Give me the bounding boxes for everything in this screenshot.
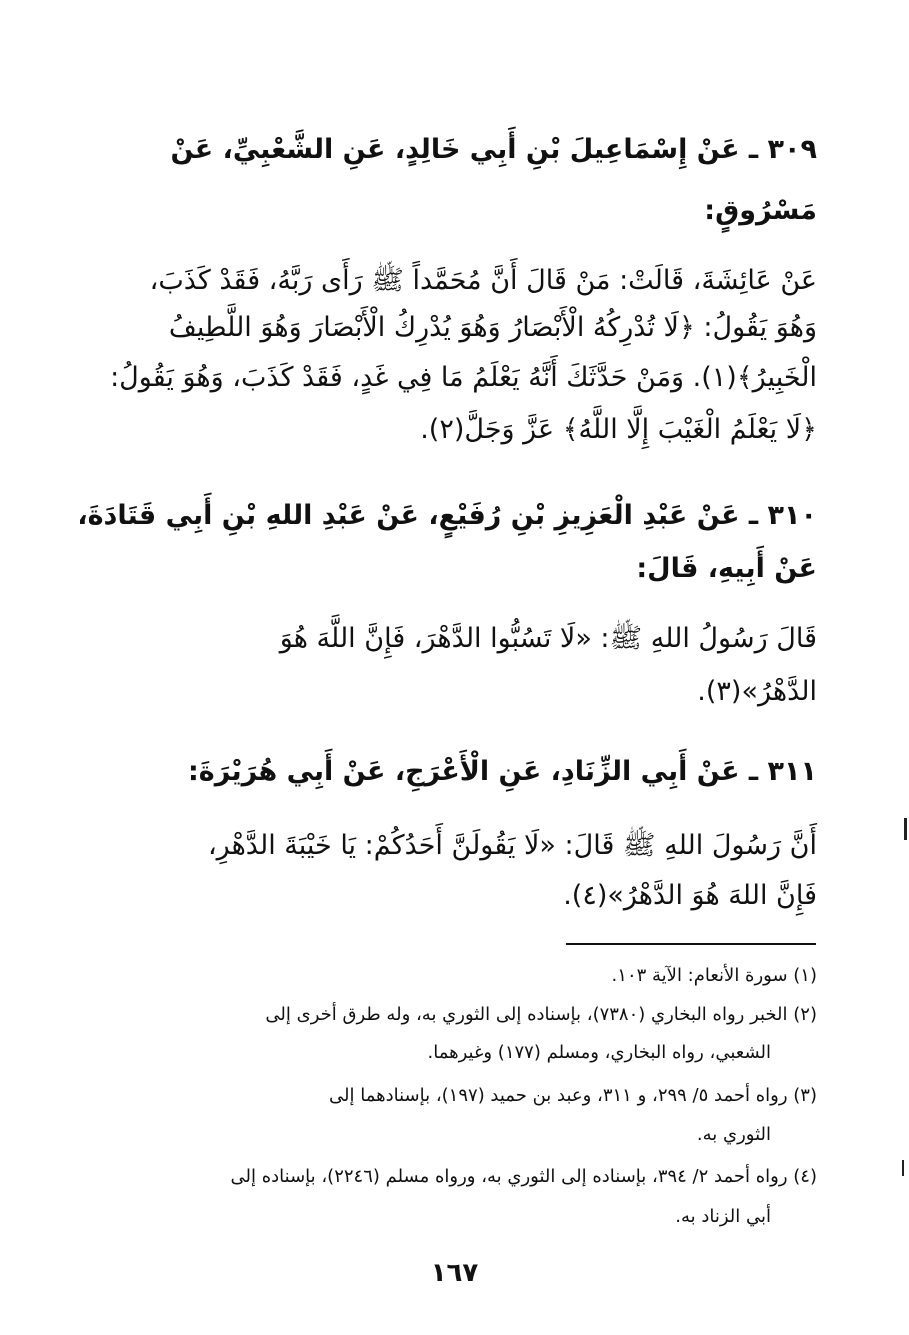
page-number: ١٦٧ [430,1258,479,1288]
hadith-309-matn-line-3: الْخَبِيرُ﴾(١). وَمَنْ حَدَّثَكَ أَنَّهُ يَعْلَمُ مَا فِي غَدٍ، فَقَدْ كَذَبَ، وَهُوَ يَقُولُ: [110,362,817,393]
hadith-309-isnad-line-2: مَسْرُوقٍ: [704,195,817,226]
footnote-4-line-2: أبي الزناد به. [675,1206,771,1227]
scan-margin-mark [902,1160,904,1176]
footnote-2-line-1: (٢) الخبر رواه البخاري (٧٣٨٠)، بإسناده إلى الثوري به، وله طرق أخرى إلى [265,1004,817,1025]
hadith-309-matn-line-1: عَنْ عَائِشَةَ، قَالَتْ: مَنْ قَالَ أَنَّ مُحَمَّداً ﷺ رَأَى رَبَّهُ، فَقَدْ كَذَبَ، [149,265,817,296]
hadith-310-isnad-line-1: ٣١٠ ـ عَنْ عَبْدِ الْعَزِيزِ بْنِ رُفَيْعٍ، عَنْ عَبْدِ اللهِ بْنِ أَبِي قَتَادَةَ، [77,500,817,531]
footnote-1: (١) سورة الأنعام: الآية ١٠٣. [611,965,817,986]
hadith-311-matn-line-1: أَنَّ رَسُولَ اللهِ ﷺ قَالَ: «لَا يَقُولَنَّ أَحَدُكُمْ: يَا خَيْبَةَ الدَّهْرِ، [207,830,817,861]
hadith-309-matn-line-2: وَهُوَ يَقُولُ: ﴿لَا تُدْرِكُهُ الْأَبْصَارُ وَهُوَ يُدْرِكُ الْأَبْصَارَ وَهُوَ اللَّطِيفُ [168,312,817,343]
footnote-3-line-1: (٣) رواه أحمد ٥/ ٢٩٩، و ٣١١، وعبد بن حميد (١٩٧)، بإسنادهما إلى [329,1085,817,1106]
footnote-2-line-2: الشعبي، رواه البخاري، ومسلم (١٧٧) وغيرهما. [427,1042,771,1063]
footnote-3-line-2: الثوري به. [696,1124,771,1145]
footnote-4-line-1: (٤) رواه أحمد ٢/ ٣٩٤، بإسناده إلى الثوري به، ورواه مسلم (٢٢٤٦)، بإسناده إلى [230,1166,817,1187]
hadith-310-matn-line-1: قَالَ رَسُولُ اللهِ ﷺ: «لَا تَسُبُّوا الدَّهْرَ، فَإِنَّ اللَّهَ هُوَ [279,623,817,654]
hadith-310-isnad-line-2: عَنْ أَبِيهِ، قَالَ: [636,553,817,584]
hadith-310-matn-line-2: الدَّهْرُ»(٣). [697,676,817,707]
hadith-311-isnad-line-1: ٣١١ ـ عَنْ أَبِي الزِّنَادِ، عَنِ الْأَعْرَجِ، عَنْ أَبِي هُرَيْرَةَ: [187,756,817,787]
footnote-separator [566,943,816,945]
hadith-311-matn-line-2: فَإِنَّ اللهَ هُوَ الدَّهْرُ»(٤). [563,880,817,911]
hadith-309-isnad-line-1: ٣٠٩ ـ عَنْ إِسْمَاعِيلَ بْنِ أَبِي خَالِدٍ، عَنِ الشَّعْبِيِّ، عَنْ [170,134,817,165]
hadith-309-matn-line-4: ﴿لَا يَعْلَمُ الْغَيْبَ إِلَّا اللَّهُ﴾ عَزَّ وَجَلَّ(٢). [420,414,817,445]
scan-margin-mark [904,818,907,840]
